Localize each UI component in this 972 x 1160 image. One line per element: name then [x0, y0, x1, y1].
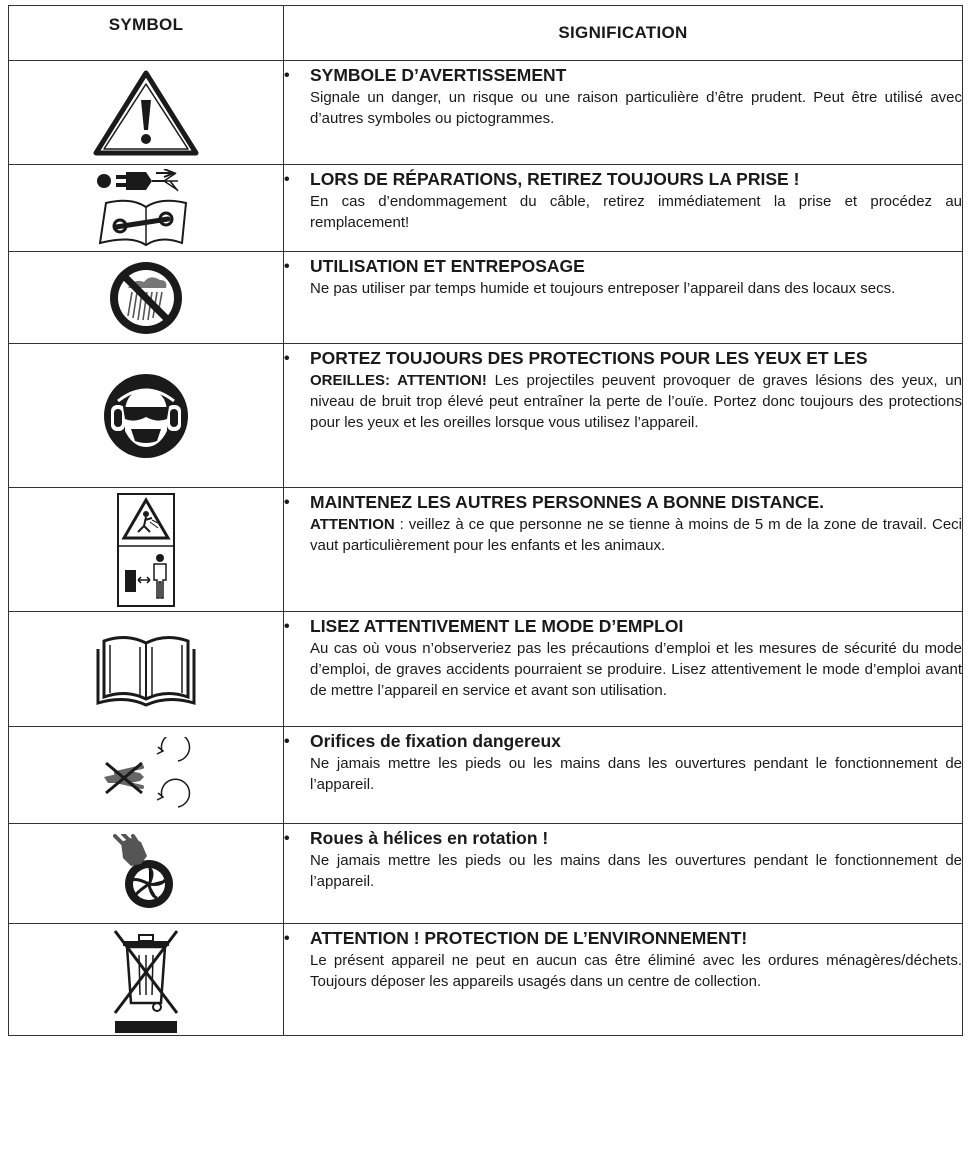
- rotating-hazard-hand-icon: [96, 737, 196, 813]
- eye-ear-protection-icon: [101, 371, 191, 461]
- column-header-signification: SIGNIFICATION: [284, 6, 963, 61]
- signification-cell: • Roues à hélices en rotation ! Ne jamais mettre les pieds ou les mains dans les ouvertures pendant le fonctionnement de l’appareil.: [284, 824, 963, 924]
- symbol-cell: [9, 612, 284, 727]
- table-header-row: [9, 6, 963, 61]
- impeller-hand-icon: [111, 834, 181, 914]
- row-description: Au cas où vous n’observeriez pas les précautions d’emploi et les mesures de sécurité du mode d’emploi, de graves accidents pourraient se produire. Lisez attentivement le mode d’emploi avant de mettre l’appareil en service et avant son utilisation.: [310, 640, 962, 699]
- signification-cell: • MAINTENEZ LES AUTRES PERSONNES A BONNE DISTANCE. ATTENTION : veillez à ce que personne ne se tienne à moins de 5 m de la zone de travail. Ceci vaut particulièrement pour les enfants et les animaux.: [284, 488, 963, 612]
- signification-cell: • PORTEZ TOUJOURS DES PROTECTIONS POUR LES YEUX ET LES OREILLES: ATTENTION! Les projectiles peuvent provoquer de graves lésions des yeux, un niveau de bruit trop élevé peut entraîner la perte de l’ouïe. Portez donc toujours des protections pour les yeux et les oreilles lorsque vous utilisez l’appareil.: [284, 344, 963, 488]
- signification-cell: • SYMBOLE D’AVERTISSEMENT Signale un danger, un risque ou une raison particulière d’être prudent. Peut être utilisé avec d’autres symboles ou pictogrammes.: [284, 61, 963, 165]
- table-row: [9, 727, 963, 824]
- column-header-symbol: SYMBOL: [9, 6, 284, 61]
- row-description: Ne jamais mettre les pieds ou les mains dans les ouvertures pendant le fonctionnement de l’appareil.: [310, 755, 962, 793]
- table-row: [9, 252, 963, 344]
- row-description: Signale un danger, un risque ou une raison particulière d’être prudent. Peut être utilisé avec d’autres symboles ou pictogrammes.: [310, 89, 962, 127]
- crossed-bin-icon: [111, 927, 181, 1033]
- signification-cell: • LISEZ ATTENTIVEMENT LE MODE D’EMPLOI Au cas où vous n’observeriez pas les précautions d’emploi et les mesures de sécurité du mode d’emploi, de graves accidents pourraient se produire. Lisez attentivement le mode d’emploi avant de mettre l’appareil en service et avant son utilisation.: [284, 612, 963, 727]
- row-description: [310, 514, 962, 556]
- symbol-cell: [9, 252, 284, 344]
- row-description-text: Les projectiles peuvent provoquer de graves lésions des yeux, un niveau de bruit trop élevé peut entraîner la perte de l’ouïe. Portez donc toujours des protections pour les yeux et les oreilles lorsque vous utilisez l’appareil.: [310, 372, 962, 431]
- row-description: Le présent appareil ne peut en aucun cas être éliminé avec les ordures ménagères/déchets. Toujours déposer les appareils usagés dans un centre de collection.: [310, 952, 962, 990]
- symbol-cell: [9, 165, 284, 252]
- symbol-cell: [9, 488, 284, 612]
- row-description-lead: ATTENTION: [310, 516, 395, 533]
- warning-triangle-icon: [91, 68, 201, 158]
- row-description: [310, 370, 962, 433]
- table-row: [9, 344, 963, 488]
- row-title: Roues à hélices en rotation !: [310, 828, 549, 848]
- row-title: LORS DE RÉPARATIONS, RETIREZ TOUJOURS LA PRISE !: [310, 169, 800, 189]
- row-title: SYMBOLE D’AVERTISSEMENT: [310, 65, 567, 85]
- signification-cell: • UTILISATION ET ENTREPOSAGE Ne pas utiliser par temps humide et toujours entreposer l’appareil dans des locaux secs.: [284, 252, 963, 344]
- row-title: MAINTENEZ LES AUTRES PERSONNES A BONNE DISTANCE.: [310, 492, 825, 512]
- table-row: [9, 612, 963, 727]
- table-row: [9, 165, 963, 252]
- table-row: [9, 488, 963, 612]
- row-description: Ne pas utiliser par temps humide et toujours entreposer l’appareil dans des locaux secs.: [310, 280, 896, 297]
- table-row: [9, 924, 963, 1036]
- signification-cell: • Orifices de fixation dangereux Ne jamais mettre les pieds ou les mains dans les ouvertures pendant le fonctionnement de l’appareil.: [284, 727, 963, 824]
- read-manual-icon: [96, 631, 196, 707]
- row-title: PORTEZ TOUJOURS DES PROTECTIONS POUR LES YEUX ET LES: [310, 348, 868, 368]
- symbol-cell: [9, 61, 284, 165]
- signification-cell: • LORS DE RÉPARATIONS, RETIREZ TOUJOURS LA PRISE ! En cas d’endommagement du câble, retirez immédiatement la prise et procédez au remplacement!: [284, 165, 963, 252]
- symbol-cell: [9, 727, 284, 824]
- keep-distance-icon: [116, 492, 176, 608]
- symbols-table: [8, 5, 963, 1036]
- row-description: Ne jamais mettre les pieds ou les mains dans les ouvertures pendant le fonctionnement de l’appareil.: [310, 852, 962, 890]
- symbol-cell: [9, 824, 284, 924]
- table-row: [9, 824, 963, 924]
- row-title: LISEZ ATTENTIVEMENT LE MODE D’EMPLOI: [310, 616, 684, 636]
- table-row: [9, 61, 963, 165]
- symbol-cell: [9, 924, 284, 1036]
- unplug-repair-icon: [86, 169, 206, 247]
- row-title: UTILISATION ET ENTREPOSAGE: [310, 256, 585, 276]
- signification-cell: • ATTENTION ! PROTECTION DE L’ENVIRONNEMENT! Le présent appareil ne peut en aucun cas être éliminé avec les ordures ménagères/déchets. Toujours déposer les appareils usagés dans un centre de collection.: [284, 924, 963, 1036]
- row-description-lead: OREILLES: ATTENTION!: [310, 372, 487, 389]
- symbol-cell: [9, 344, 284, 488]
- row-description: En cas d’endommagement du câble, retirez immédiatement la prise et procédez au remplacement!: [310, 193, 962, 231]
- row-title: ATTENTION ! PROTECTION DE L’ENVIRONNEMENT!: [310, 928, 748, 948]
- no-rain-icon: [106, 258, 186, 338]
- row-title: Orifices de fixation dangereux: [310, 731, 561, 751]
- row-description-text: : veillez à ce que personne ne se tienne à moins de 5 m de la zone de travail. Ceci vaut particulièrement pour les enfants et les animaux.: [310, 516, 962, 554]
